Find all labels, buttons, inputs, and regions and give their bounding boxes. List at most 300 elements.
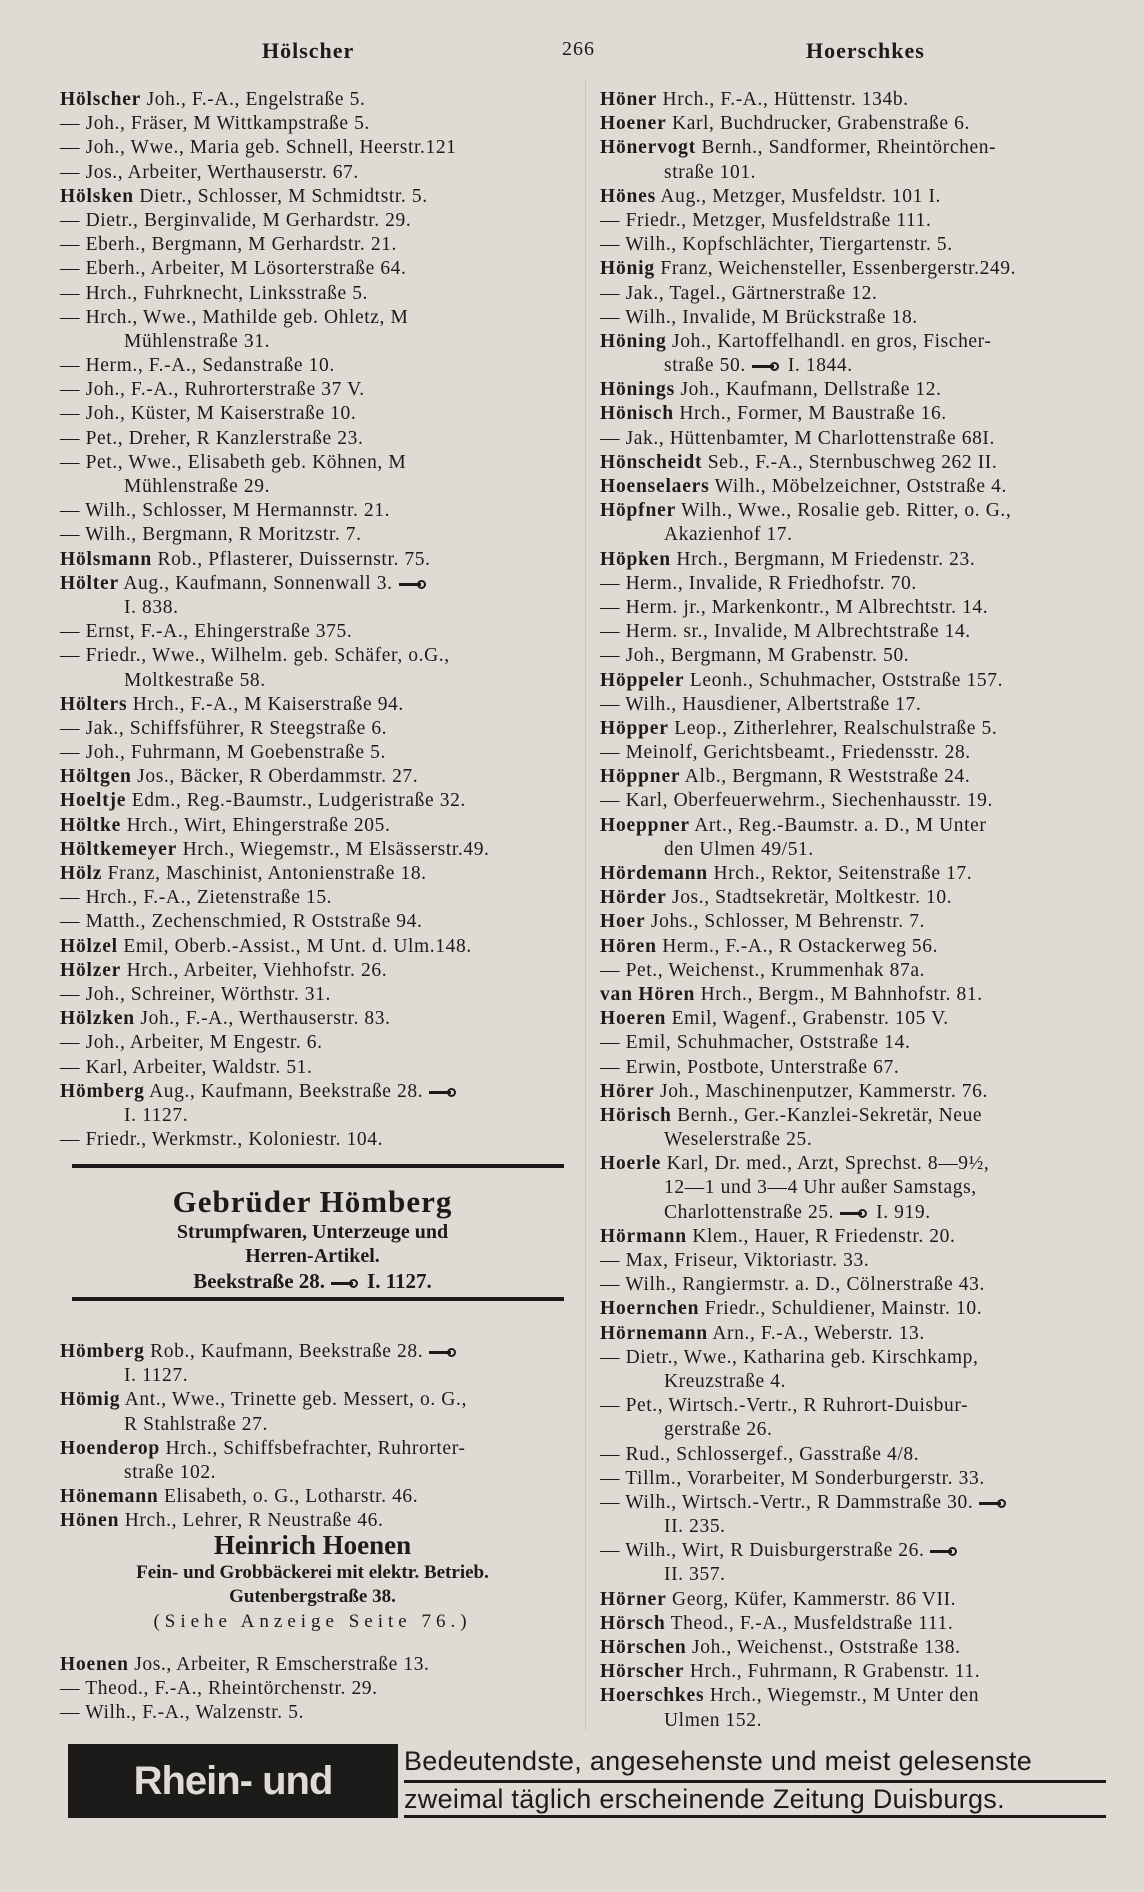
entry-details: — Rud., Schlossergef., Gasstraße 4/8. — [600, 1443, 920, 1465]
entry-details: Franz, Maschinist, Antonienstraße 18. — [102, 863, 427, 884]
directory-entry — [60, 620, 490, 644]
entry-details: Bernh., Sandformer, Rheintörchen- — [696, 137, 997, 159]
entry-surname: Hölscher — [60, 89, 142, 110]
entry-details: Theod., F.-A., Musfeldstraße 111. — [665, 1612, 954, 1634]
directory-entry — [60, 209, 490, 233]
directory-entry — [60, 1007, 490, 1031]
directory-entry — [600, 1346, 1016, 1370]
entry-surname: Hörscher — [600, 1661, 685, 1683]
entry-phone: I. 1844. — [787, 355, 853, 377]
directory-entry — [600, 596, 1016, 620]
entry-details: — Joh., Küster, M Kaiserstraße 10. — [60, 403, 357, 425]
entry-surname: Hörder — [600, 887, 667, 909]
entry-details: — Jak., Tagel., Gärtnerstraße 12. — [600, 282, 878, 304]
entry-details: — Meinolf, Gerichtsbeamt., Friedensstr. 28. — [600, 742, 971, 764]
directory-entry — [60, 959, 490, 983]
entry-surname: Hömig — [60, 1389, 121, 1411]
entry-details: straße 50. — [664, 355, 746, 377]
entry-continuation — [600, 1418, 1016, 1442]
entry-details: Aug., Kaufmann, Sonnenwall 3. — [118, 572, 393, 594]
directory-entry — [600, 1636, 1016, 1660]
entry-details: Hrch., Schiffsbefrachter, Ruhrorter- — [160, 1437, 466, 1459]
entry-details: Hrch., F.-A., Hüttenstr. 134b. — [657, 89, 909, 110]
entry-surname: Hoerle — [600, 1153, 662, 1175]
directory-entry — [600, 765, 1016, 789]
directory-entry — [600, 862, 1016, 886]
entry-details: gerstraße 26. — [664, 1419, 773, 1441]
directory-entry — [60, 1437, 467, 1461]
entry-details: Alb., Bergmann, R Weststraße 24. — [680, 766, 971, 788]
entry-details: — Wilh., Rangiermstr. a. D., Cölnerstraße 43. — [600, 1274, 985, 1296]
entry-details: — Ernst, F.-A., Ehingerstraße 375. — [60, 621, 353, 643]
directory-entry — [60, 523, 490, 547]
entry-surname: Hölsmann — [60, 548, 153, 570]
entry-details: — Joh., Bergmann, M Grabenstr. 50. — [600, 645, 910, 667]
entry-details: Aug., Metzger, Musfeldstr. 101 I. — [656, 185, 942, 207]
entry-details: Hrch., Former, M Baustraße 16. — [673, 403, 947, 425]
entry-details: — Emil, Schuhmacher, Oststraße 14. — [600, 1032, 911, 1054]
directory-entry — [600, 717, 1016, 741]
entry-details: Weselerstraße 25. — [664, 1129, 813, 1151]
entry-details: Hrch., Wiegemstr., M Elsässerstr.49. — [177, 838, 490, 860]
entry-continuation — [600, 1563, 1016, 1587]
telephone-icon — [979, 1499, 1009, 1508]
directory-entry — [60, 282, 490, 306]
left-column-entries — [60, 88, 490, 1152]
entry-surname: Höpken — [600, 548, 671, 570]
directory-entry — [600, 1225, 1016, 1249]
entry-details: Herm., F.-A., R Ostackerweg 56. — [656, 935, 939, 957]
entry-surname: Hölzken — [60, 1008, 135, 1030]
directory-entry — [60, 88, 490, 112]
entry-details: Jos., Arbeiter, R Emscherstraße 13. — [128, 1654, 430, 1675]
ad-line: Fein- und Grobbäckerei mit elektr. Betrieb. — [136, 1562, 489, 1583]
column-divider — [585, 80, 586, 1730]
telephone-icon — [399, 580, 429, 589]
directory-entry — [600, 1394, 1016, 1418]
entry-details: — Tillm., Vorarbeiter, M Sonderburgerstr. 33. — [600, 1467, 985, 1489]
entry-details: Hrch., Fuhrmann, R Grabenstr. 11. — [684, 1661, 981, 1683]
entry-details: Elisabeth, o. G., Lotharstr. 46. — [158, 1486, 419, 1508]
ad-line: Strumpfwaren, Unterzeuge und — [176, 1221, 449, 1243]
page-number: 266 — [562, 38, 595, 60]
entry-details: — Pet., Wirtsch.-Vertr., R Ruhrort-Duisbur- — [600, 1395, 969, 1417]
entry-details: Joh., F.-A., Engelstraße 5. — [141, 89, 366, 110]
entry-details: Rob., Pflasterer, Duissernstr. 75. — [152, 548, 431, 570]
entry-details: Jos., Bäcker, R Oberdammstr. 27. — [131, 766, 419, 788]
entry-details: Rob., Kaufmann, Beekstraße 28. — [144, 1341, 424, 1362]
entry-details: den Ulmen 49/51. — [664, 838, 814, 860]
directory-entry — [600, 209, 1016, 233]
entry-continuation — [600, 1176, 1016, 1200]
entry-details: — Max, Friseur, Viktoriastr. 33. — [600, 1250, 870, 1271]
directory-entry — [60, 862, 490, 886]
directory-entry — [60, 935, 490, 959]
directory-entry — [60, 136, 490, 160]
entry-surname: Hölter — [60, 572, 119, 594]
entry-details: Moltkestraße 58. — [124, 669, 266, 691]
telephone-icon — [752, 362, 782, 371]
directory-entry — [60, 1677, 430, 1701]
directory-entry — [60, 1340, 467, 1364]
entry-details: Wilh., Wwe., Rosalie geb. Ritter, o. G., — [676, 500, 1012, 522]
entry-details: — Friedr., Metzger, Musfeldstraße 111. — [600, 209, 932, 231]
left-column-entries-mid — [60, 1340, 467, 1534]
directory-entry — [600, 693, 1016, 717]
entry-continuation — [60, 1364, 467, 1388]
directory-entry — [600, 1539, 1016, 1563]
entry-surname: Hönervogt — [600, 137, 697, 159]
entry-details: — Jak., Hüttenbamter, M Charlottenstraße 68I. — [600, 427, 996, 449]
directory-entry — [60, 1056, 490, 1080]
directory-entry — [600, 789, 1016, 813]
entry-details: Ulmen 152. — [664, 1709, 763, 1731]
directory-entry — [600, 620, 1016, 644]
directory-entry — [600, 548, 1016, 572]
directory-entry — [60, 741, 490, 765]
entry-details: — Wilh., Schlosser, M Hermannstr. 21. — [60, 500, 391, 522]
entry-details: Akazienhof 17. — [664, 524, 793, 546]
entry-surname: Hölzel — [60, 935, 118, 957]
ad-title: Heinrich Hoenen — [213, 1530, 412, 1560]
entry-continuation — [600, 161, 1016, 185]
entry-continuation — [600, 1201, 1016, 1225]
entry-details: Aug., Kaufmann, Beekstraße 28. — [144, 1080, 424, 1102]
entry-details: Joh., Weichenst., Oststraße 138. — [686, 1637, 961, 1658]
entry-details: — Pet., Wwe., Elisabeth geb. Köhnen, M — [60, 451, 407, 473]
entry-surname: Hoenselaers — [600, 476, 710, 497]
directory-entry — [600, 475, 1016, 499]
entry-details: — Jos., Arbeiter, Werthauserstr. 67. — [60, 161, 359, 183]
directory-entry — [600, 814, 1016, 838]
directory-entry — [600, 330, 1016, 354]
directory-entry — [600, 910, 1016, 934]
directory-entry — [60, 1701, 430, 1725]
entry-surname: Hoener — [600, 113, 667, 135]
entry-details: — Erwin, Postbote, Unterstraße 67. — [600, 1056, 900, 1078]
entry-surname: Hömberg — [60, 1080, 145, 1102]
entry-surname: Höltkemeyer — [60, 838, 178, 860]
entry-details: — Joh., Wwe., Maria geb. Schnell, Heerstr.121 — [60, 137, 457, 159]
entry-details: Georg, Küfer, Kammerstr. 86 VII. — [666, 1588, 957, 1610]
entry-details: Joh., Kartoffelhandl. en gros, Fischer- — [666, 330, 992, 352]
entry-details: Emil, Wagenf., Grabenstr. 105 V. — [666, 1008, 949, 1030]
directory-entry — [600, 451, 1016, 475]
directory-entry — [600, 1588, 1016, 1612]
entry-surname: Hörsch — [600, 1612, 666, 1634]
entry-surname: Höltke — [60, 814, 122, 836]
directory-entry — [60, 233, 490, 257]
entry-details: — Hrch., Fuhrknecht, Linksstraße 5. — [60, 282, 369, 304]
entry-details: — Hrch., F.-A., Zietenstraße 15. — [60, 887, 333, 909]
directory-entry — [600, 669, 1016, 693]
directory-entry — [60, 910, 490, 934]
entry-details: — Pet., Dreher, R Kanzlerstraße 23. — [60, 427, 364, 449]
directory-entry — [600, 378, 1016, 402]
entry-surname: Hönings — [600, 379, 675, 401]
entry-details: — Friedr., Werkmstr., Koloniestr. 104. — [60, 1129, 384, 1151]
entry-details: R Stahlstraße 27. — [124, 1413, 268, 1435]
entry-details: Hrch., Arbeiter, Viehhofstr. 26. — [121, 959, 388, 981]
entry-details: Jos., Stadtsekretär, Moltkestr. 10. — [666, 887, 953, 909]
directory-entry — [600, 88, 1016, 112]
entry-surname: Hönen — [60, 1510, 120, 1532]
entry-details: Hrch., Wiegemstr., M Unter den — [704, 1685, 980, 1707]
directory-entry — [600, 1297, 1016, 1321]
entry-details: — Herm. jr., Markenkontr., M Albrechtstr. 14. — [600, 596, 989, 618]
entry-surname: Höppeler — [600, 669, 685, 691]
entry-details: Klem., Hauer, R Friedenstr. 20. — [686, 1225, 956, 1247]
entry-details: Wilh., Möbelzeichner, Oststraße 4. — [709, 476, 1007, 497]
entry-details: — Wilh., Kopfschlächter, Tiergartenstr. 5. — [600, 234, 953, 256]
entry-continuation — [600, 1128, 1016, 1152]
entry-details: Hrch., F.-A., M Kaiserstraße 94. — [127, 693, 404, 715]
directory-entry — [600, 1273, 1016, 1297]
directory-entry — [60, 548, 490, 572]
directory-entry — [60, 1485, 467, 1509]
entry-surname: Höltgen — [60, 766, 132, 788]
directory-entry — [600, 1152, 1016, 1176]
directory-entry — [600, 136, 1016, 160]
directory-entry — [60, 161, 490, 185]
directory-entry — [600, 1249, 1016, 1273]
entry-details: — Herm., Invalide, R Friedhofstr. 70. — [600, 572, 917, 594]
directory-entry — [60, 185, 490, 209]
directory-entry — [600, 886, 1016, 910]
directory-entry — [60, 644, 490, 668]
directory-entry — [600, 233, 1016, 257]
entry-details: — Joh., Fuhrmann, M Goebenstraße 5. — [60, 742, 386, 764]
directory-entry — [60, 306, 490, 330]
directory-entry — [60, 427, 490, 451]
entry-surname: Hölters — [60, 693, 128, 715]
entry-details: Emil, Oberb.-Assist., M Unt. d. Ulm.148. — [117, 935, 472, 957]
entry-surname: Hörmann — [600, 1225, 687, 1247]
ad-rule-top — [72, 1164, 564, 1168]
entry-details: Kreuzstraße 4. — [664, 1370, 787, 1392]
entry-surname: Hölz — [60, 863, 103, 884]
ad-address: Beekstraße 28. — [193, 1269, 326, 1293]
entry-details: Karl, Buchdrucker, Grabenstraße 6. — [666, 113, 970, 135]
entry-details: — Friedr., Wwe., Wilhelm. geb. Schäfer, o.G., — [60, 645, 450, 667]
entry-surname: Hönisch — [600, 403, 674, 425]
directory-entry — [60, 572, 490, 596]
directory-entry — [60, 257, 490, 281]
entry-details: I. 1127. — [124, 1365, 189, 1387]
entry-details: — Herm. sr., Invalide, M Albrechtstraße 14. — [600, 621, 971, 643]
entry-continuation — [60, 1461, 467, 1485]
directory-entry — [600, 644, 1016, 668]
entry-details: Hrch., Lehrer, R Neustraße 46. — [119, 1510, 384, 1532]
ad-heinrich-hoenen — [60, 1529, 565, 1635]
entry-details: Dietr., Schlosser, M Schmidtstr. 5. — [133, 185, 428, 207]
entry-details: Leonh., Schuhmacher, Oststraße 157. — [684, 669, 1004, 691]
entry-details: Art., Reg.-Baumstr. a. D., M Unter — [689, 814, 987, 836]
entry-surname: Hoeren — [600, 1008, 667, 1030]
entry-surname: Höner — [600, 89, 658, 110]
entry-details: — Hrch., Wwe., Mathilde geb. Ohletz, M — [60, 306, 409, 328]
entry-surname: Hoerschkes — [600, 1685, 705, 1707]
telephone-icon — [331, 1279, 361, 1288]
entry-surname: Hörer — [600, 1080, 655, 1102]
ad-slogan-line: Bedeutendste, angesehenste und meist gelesenste — [404, 1746, 1106, 1783]
entry-continuation — [600, 354, 1016, 378]
directory-entry — [60, 838, 490, 862]
entry-details: II. 235. — [664, 1516, 726, 1538]
entry-details: — Wilh., Hausdiener, Albertstraße 17. — [600, 693, 922, 715]
telephone-icon — [429, 1088, 459, 1097]
entry-details: — Jak., Schiffsführer, R Steegstraße 6. — [60, 717, 388, 739]
entry-details: — Wilh., Bergmann, R Moritzstr. 7. — [60, 524, 362, 546]
entry-surname: Hörnemann — [600, 1322, 708, 1344]
directory-entry — [600, 1104, 1016, 1128]
directory-entry — [600, 1056, 1016, 1080]
entry-surname: Hoeltje — [60, 790, 127, 812]
entry-details: — Joh., Fräser, M Wittkampstraße 5. — [60, 113, 370, 135]
entry-continuation — [60, 330, 490, 354]
ad-slogan-line: zweimal täglich erscheinende Zeitung Duisburgs. — [404, 1784, 1106, 1818]
entry-details: 12—1 und 3—4 Uhr außer Samstags, — [664, 1177, 977, 1199]
right-column-entries — [600, 88, 1016, 1733]
directory-entry — [600, 1007, 1016, 1031]
entry-details: I. 1127. — [124, 1104, 189, 1126]
entry-details: Joh., Maschinenputzer, Kammerstr. 76. — [654, 1080, 988, 1102]
entry-details: — Joh., Arbeiter, M Engestr. 6. — [60, 1032, 323, 1054]
entry-surname: Hören — [600, 935, 657, 957]
directory-entry — [600, 1443, 1016, 1467]
directory-entry — [600, 1467, 1016, 1491]
directory-entry — [60, 693, 490, 717]
directory-entry — [60, 765, 490, 789]
entry-surname: Hoer — [600, 911, 646, 933]
entry-surname: Höpper — [600, 717, 669, 739]
directory-entry — [60, 1031, 490, 1055]
newspaper-name: Rhein- und Ruhrzeitung — [68, 1744, 398, 1818]
entry-details: — Wilh., Invalide, M Brückstraße 18. — [600, 306, 918, 328]
running-head-left: Hölscher — [262, 38, 355, 63]
entry-continuation — [600, 838, 1016, 862]
directory-entry — [600, 257, 1016, 281]
entry-surname: Hönig — [600, 258, 655, 280]
ad-reference: (Siehe Anzeige Seite 76.) — [153, 1611, 472, 1632]
entry-continuation — [60, 1413, 467, 1437]
directory-entry — [600, 1080, 1016, 1104]
directory-entry — [600, 1612, 1016, 1636]
entry-details: — Dietr., Wwe., Katharina geb. Kirschkamp, — [600, 1346, 979, 1368]
directory-entry — [600, 427, 1016, 451]
entry-surname: van Hören — [600, 983, 696, 1005]
entry-details: Arn., F.-A., Weberstr. 13. — [707, 1322, 925, 1344]
entry-details: Joh., F.-A., Werthauserstr. 83. — [134, 1008, 391, 1030]
entry-continuation — [600, 1709, 1016, 1733]
entry-continuation — [60, 1104, 490, 1128]
directory-entry — [600, 959, 1016, 983]
entry-details: — Pet., Weichenst., Krummenhak 87a. — [600, 959, 926, 981]
entry-continuation — [60, 475, 490, 499]
entry-details: — Karl, Oberfeuerwehrm., Siechenhausstr. 19. — [600, 790, 993, 812]
entry-details: Mühlenstraße 29. — [124, 476, 271, 497]
entry-details: — Herm., F.-A., Sedanstraße 10. — [60, 355, 335, 377]
directory-entry — [600, 185, 1016, 209]
entry-details: Hrch., Bergm., M Bahnhofstr. 81. — [695, 983, 983, 1005]
entry-surname: Hoenderop — [60, 1437, 161, 1459]
entry-details: II. 357. — [664, 1564, 726, 1586]
entry-details: — Wilh., Wirt, R Duisburgerstraße 26. — [600, 1540, 925, 1562]
entry-continuation — [600, 1370, 1016, 1394]
entry-details: straße 101. — [664, 161, 757, 183]
entry-continuation — [60, 596, 490, 620]
directory-entry — [60, 1388, 467, 1412]
entry-details: Hrch., Bergmann, M Friedenstr. 23. — [670, 548, 976, 570]
directory-entry — [600, 1684, 1016, 1708]
directory-entry — [60, 1653, 430, 1677]
entry-surname: Hönemann — [60, 1486, 159, 1508]
directory-entry — [600, 1660, 1016, 1684]
entry-details: Karl, Dr. med., Arzt, Sprechst. 8—9½, — [661, 1153, 990, 1175]
entry-details: I. 838. — [124, 596, 179, 618]
directory-entry — [600, 1491, 1016, 1515]
entry-details: Ant., Wwe., Trinette geb. Messert, o. G., — [120, 1389, 467, 1411]
entry-surname: Hönscheidt — [600, 451, 703, 473]
entry-details: Seb., F.-A., Sternbuschweg 262 II. — [702, 451, 998, 473]
entry-details: Johs., Schlosser, M Behrenstr. 7. — [645, 911, 926, 933]
entry-details: Mühlenstraße 31. — [124, 330, 271, 352]
entry-details: Hrch., Wirt, Ehingerstraße 205. — [121, 814, 391, 836]
directory-entry — [600, 983, 1016, 1007]
telephone-icon — [930, 1547, 960, 1556]
entry-surname: Hörisch — [600, 1104, 672, 1126]
directory-entry — [600, 306, 1016, 330]
entry-details: — Eberh., Arbeiter, M Lösorterstraße 64. — [60, 258, 407, 280]
directory-entry — [60, 499, 490, 523]
ad-gebrueder-homberg — [60, 1184, 565, 1294]
directory-entry — [60, 354, 490, 378]
entry-surname: Hölzer — [60, 959, 122, 981]
entry-details: Hrch., Rektor, Seitenstraße 17. — [707, 863, 973, 884]
entry-surname: Hörner — [600, 1588, 667, 1610]
running-head-right: Hoerschkes — [806, 38, 925, 63]
entry-surname: Hönes — [600, 185, 657, 207]
telephone-icon — [840, 1209, 870, 1218]
directory-entry — [600, 741, 1016, 765]
directory-entry — [600, 402, 1016, 426]
entry-details: Bernh., Ger.-Kanzlei-Sekretär, Neue — [671, 1104, 983, 1126]
directory-entry — [60, 451, 490, 475]
ad-phone: I. 1127. — [367, 1269, 432, 1293]
entry-details: — Karl, Arbeiter, Waldstr. 51. — [60, 1056, 313, 1078]
entry-surname: Hoenen — [60, 1654, 129, 1675]
ad-line: Herren-Artikel. — [245, 1245, 380, 1267]
directory-entry — [60, 983, 490, 1007]
entry-details: Franz, Weichensteller, Essenbergerstr.249. — [654, 258, 1017, 280]
entry-details: — Dietr., Berginvalide, M Gerhardstr. 29. — [60, 209, 412, 231]
directory-entry — [600, 1031, 1016, 1055]
directory-entry — [60, 814, 490, 838]
entry-continuation — [60, 669, 490, 693]
entry-details: — Theod., F.-A., Rheintörchenstr. 29. — [60, 1678, 378, 1700]
entry-surname: Hömberg — [60, 1341, 145, 1362]
entry-continuation — [600, 523, 1016, 547]
directory-entry — [600, 1322, 1016, 1346]
directory-entry — [600, 935, 1016, 959]
entry-surname: Hölsken — [60, 185, 134, 207]
directory-entry — [600, 112, 1016, 136]
newspaper-advertisement — [68, 1744, 1106, 1877]
directory-entry — [60, 1128, 490, 1152]
entry-details: — Matth., Zechenschmied, R Oststraße 94. — [60, 911, 423, 933]
entry-details: straße 102. — [124, 1461, 217, 1483]
directory-entry — [60, 378, 490, 402]
